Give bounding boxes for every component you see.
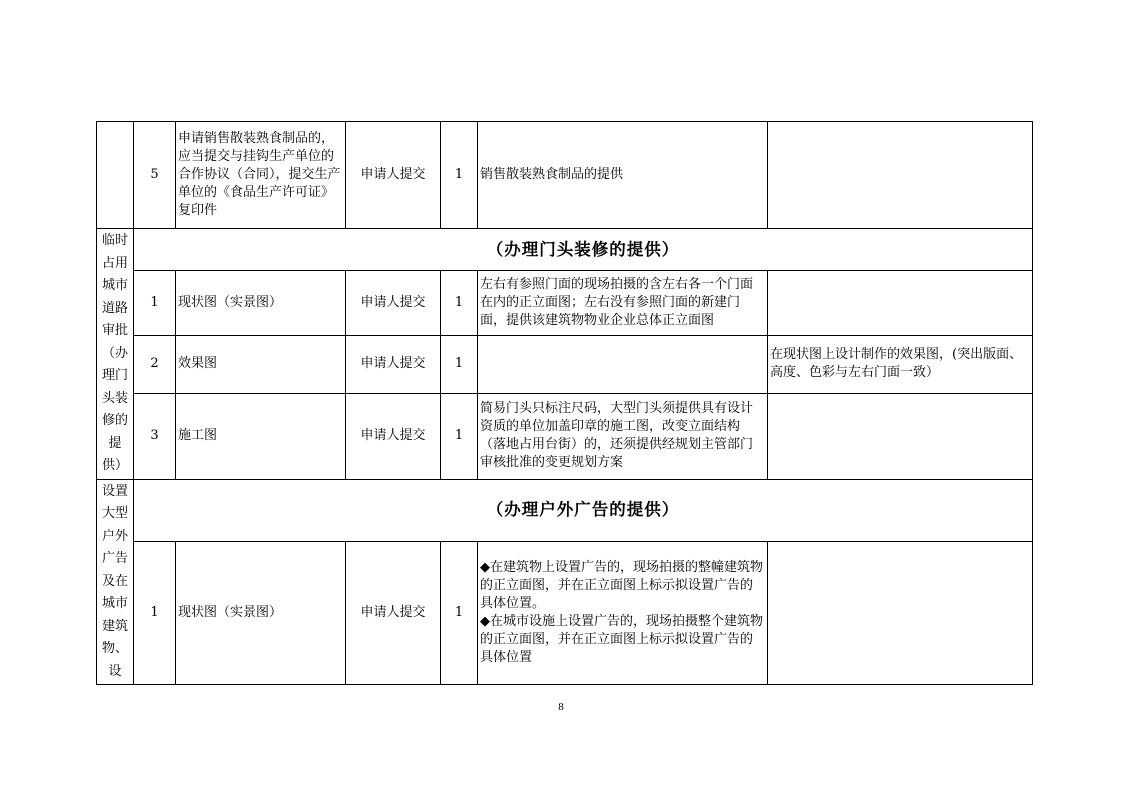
row-number: 1 [134, 541, 176, 684]
copies-count: 1 [441, 122, 478, 229]
table-row [97, 393, 1033, 479]
category-label: 临时占用城市道路审批（办理门头装修的提供） [97, 229, 134, 480]
material-source: 申请人提交 [346, 393, 441, 479]
material-name: 施工图 [176, 393, 346, 479]
section-heading: （办理户外广告的提供） [134, 479, 1033, 541]
material-source: 申请人提交 [346, 541, 441, 684]
section-heading: （办理门头装修的提供） [134, 229, 1033, 271]
requirement-text: 左右有参照门面的现场拍摄的含左右各一个门面在内的正立面图；左右没有参照门面的新建门面，提供该建筑物物业企业总体正立面图 [478, 271, 768, 336]
note-text [768, 271, 1033, 336]
material-source: 申请人提交 [346, 271, 441, 336]
requirement-text: 销售散装熟食制品的提供 [478, 122, 768, 229]
copies-count: 1 [441, 336, 478, 394]
material-source: 申请人提交 [346, 122, 441, 229]
section-heading-row [97, 229, 1033, 271]
row-number: 1 [134, 271, 176, 336]
material-name: 申请销售散装熟食制品的，应当提交与挂钩生产单位的合作协议（合同），提交生产单位的《食品生产许可证》复印件 [176, 122, 346, 229]
note-text [768, 393, 1033, 479]
row-number: 3 [134, 393, 176, 479]
copies-count: 1 [441, 541, 478, 684]
requirement-text [478, 541, 768, 684]
table-row [97, 541, 1033, 684]
note-text: 在现状图上设计制作的效果图，(突出版面、高度、色彩与左右门面一致） [768, 336, 1033, 394]
note-text [768, 122, 1033, 229]
section-heading-row [97, 479, 1033, 541]
requirement-bullet: ◆在建筑物上设置广告的，现场拍摄的整幢建筑物的正立面图，并在正立面图上标示拟设置广告的具体位置。 [480, 559, 763, 611]
material-name: 现状图（实景图） [176, 541, 346, 684]
requirement-text: 简易门头只标注尺码，大型门头须提供具有设计资质的单位加盖印章的施工图，改变立面结构（落地占用台街）的，还须提供经规划主管部门审核批准的变更规划方案 [478, 393, 768, 479]
materials-table [96, 121, 1033, 685]
table-row [97, 336, 1033, 394]
copies-count: 1 [441, 271, 478, 336]
row-number: 2 [134, 336, 176, 394]
material-name: 效果图 [176, 336, 346, 394]
requirement-text [478, 336, 768, 394]
material-name: 现状图（实景图） [176, 271, 346, 336]
row-number: 5 [134, 122, 176, 229]
material-source: 申请人提交 [346, 336, 441, 394]
copies-count: 1 [441, 393, 478, 479]
page-number: 8 [558, 701, 564, 713]
requirement-bullet: ◆在城市设施上设置广告的，现场拍摄整个建筑物的正立面图，并在正立面图上标示拟设置广告的具体位置 [480, 613, 763, 665]
note-text [768, 541, 1033, 684]
table-row [97, 271, 1033, 336]
category-label: 设置大型户外广告及在城市建筑物、设 [97, 479, 134, 685]
category-cell [97, 122, 134, 229]
table-row [97, 122, 1033, 229]
